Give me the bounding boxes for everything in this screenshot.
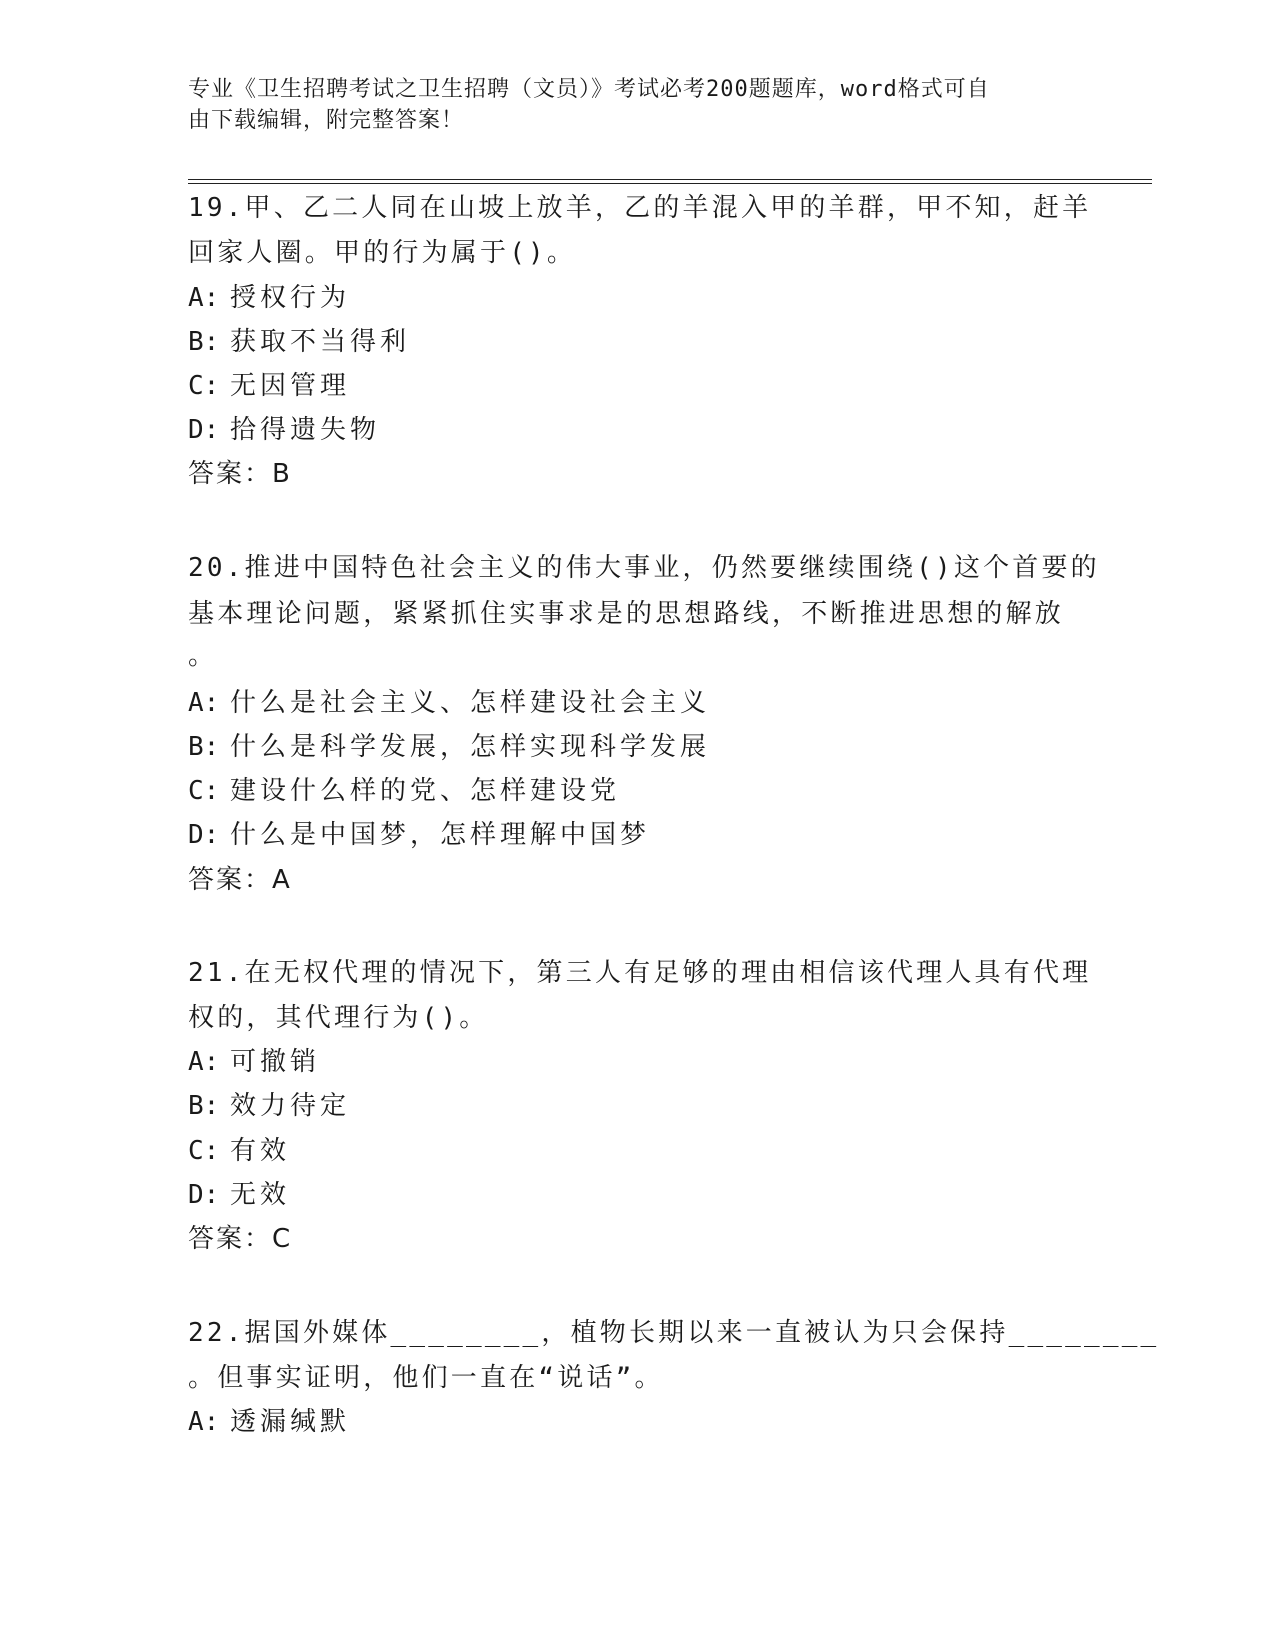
option-text: 获取不当得利	[230, 327, 411, 357]
question-text-line: 19.甲、乙二人同在山坡上放羊，乙的羊混入甲的羊群，甲不知，赶羊	[188, 193, 1092, 223]
option-d	[188, 1172, 290, 1218]
question-text-line: 回家人圈。甲的行为属于()。	[188, 238, 577, 268]
option-letter: A:	[188, 1407, 220, 1437]
option-a	[188, 680, 710, 726]
option-letter: B:	[188, 1091, 220, 1121]
option-d	[188, 812, 650, 858]
option-b	[188, 724, 710, 770]
option-d	[188, 407, 380, 453]
answer-line: 答案：A	[188, 865, 292, 895]
option-letter: C:	[188, 776, 220, 806]
option-text: 有效	[230, 1136, 291, 1166]
option-text: 什么是科学发展，怎样实现科学发展	[230, 732, 711, 762]
option-text: 什么是社会主义、怎样建设社会主义	[230, 688, 711, 718]
option-text: 什么是中国梦，怎样理解中国梦	[230, 820, 651, 850]
header-line-1: 专业《卫生招聘考试之卫生招聘（文员）》考试必考200题题库，word格式可自	[188, 77, 990, 102]
option-c	[188, 768, 620, 814]
option-text: 透漏缄默	[230, 1407, 351, 1437]
option-letter: C:	[188, 1136, 220, 1166]
option-c	[188, 363, 350, 409]
question-text-line: 20.推进中国特色社会主义的伟大事业，仍然要继续围绕()这个首要的	[188, 553, 1100, 583]
option-a	[188, 1399, 350, 1445]
option-letter: B:	[188, 732, 220, 762]
option-a	[188, 275, 350, 321]
question-text-line: 。但事实证明，他们一直在“说话”。	[188, 1363, 664, 1393]
option-letter: D:	[188, 820, 220, 850]
option-letter: A:	[188, 688, 220, 718]
option-text: 效力待定	[230, 1091, 351, 1121]
document-header	[188, 74, 1088, 136]
answer-line: 答案：C	[188, 1224, 293, 1254]
header-line-2: 由下载编辑，附完整答案！	[188, 108, 465, 133]
question-text-line: 21.在无权代理的情况下，第三人有足够的理由相信该代理人具有代理	[188, 958, 1092, 988]
option-b	[188, 1083, 350, 1129]
option-text: 建设什么样的党、怎样建设党	[230, 776, 621, 806]
option-a	[188, 1039, 320, 1085]
option-c	[188, 1128, 290, 1174]
question-text-line: 权的，其代理行为()。	[188, 1003, 489, 1033]
option-text: 拾得遗失物	[230, 415, 381, 445]
question-text-line: 22.据国外媒体________，植物长期以来一直被认为只会保持________	[188, 1318, 1160, 1348]
option-letter: C:	[188, 371, 220, 401]
option-text: 无因管理	[230, 371, 351, 401]
option-letter: A:	[188, 283, 220, 313]
option-text: 可撤销	[230, 1047, 321, 1077]
option-letter: A:	[188, 1047, 220, 1077]
question-text-line: 基本理论问题，紧紧抓住实事求是的思想路线，不断推进思想的解放	[188, 599, 1065, 629]
option-b	[188, 319, 410, 365]
option-text: 授权行为	[230, 283, 351, 313]
option-letter: B:	[188, 327, 220, 357]
header-divider	[188, 179, 1152, 184]
option-letter: D:	[188, 415, 220, 445]
answer-line: 答案：B	[188, 459, 292, 489]
option-text: 无效	[230, 1180, 291, 1210]
question-text-line: 。	[188, 641, 218, 671]
option-letter: D:	[188, 1180, 220, 1210]
